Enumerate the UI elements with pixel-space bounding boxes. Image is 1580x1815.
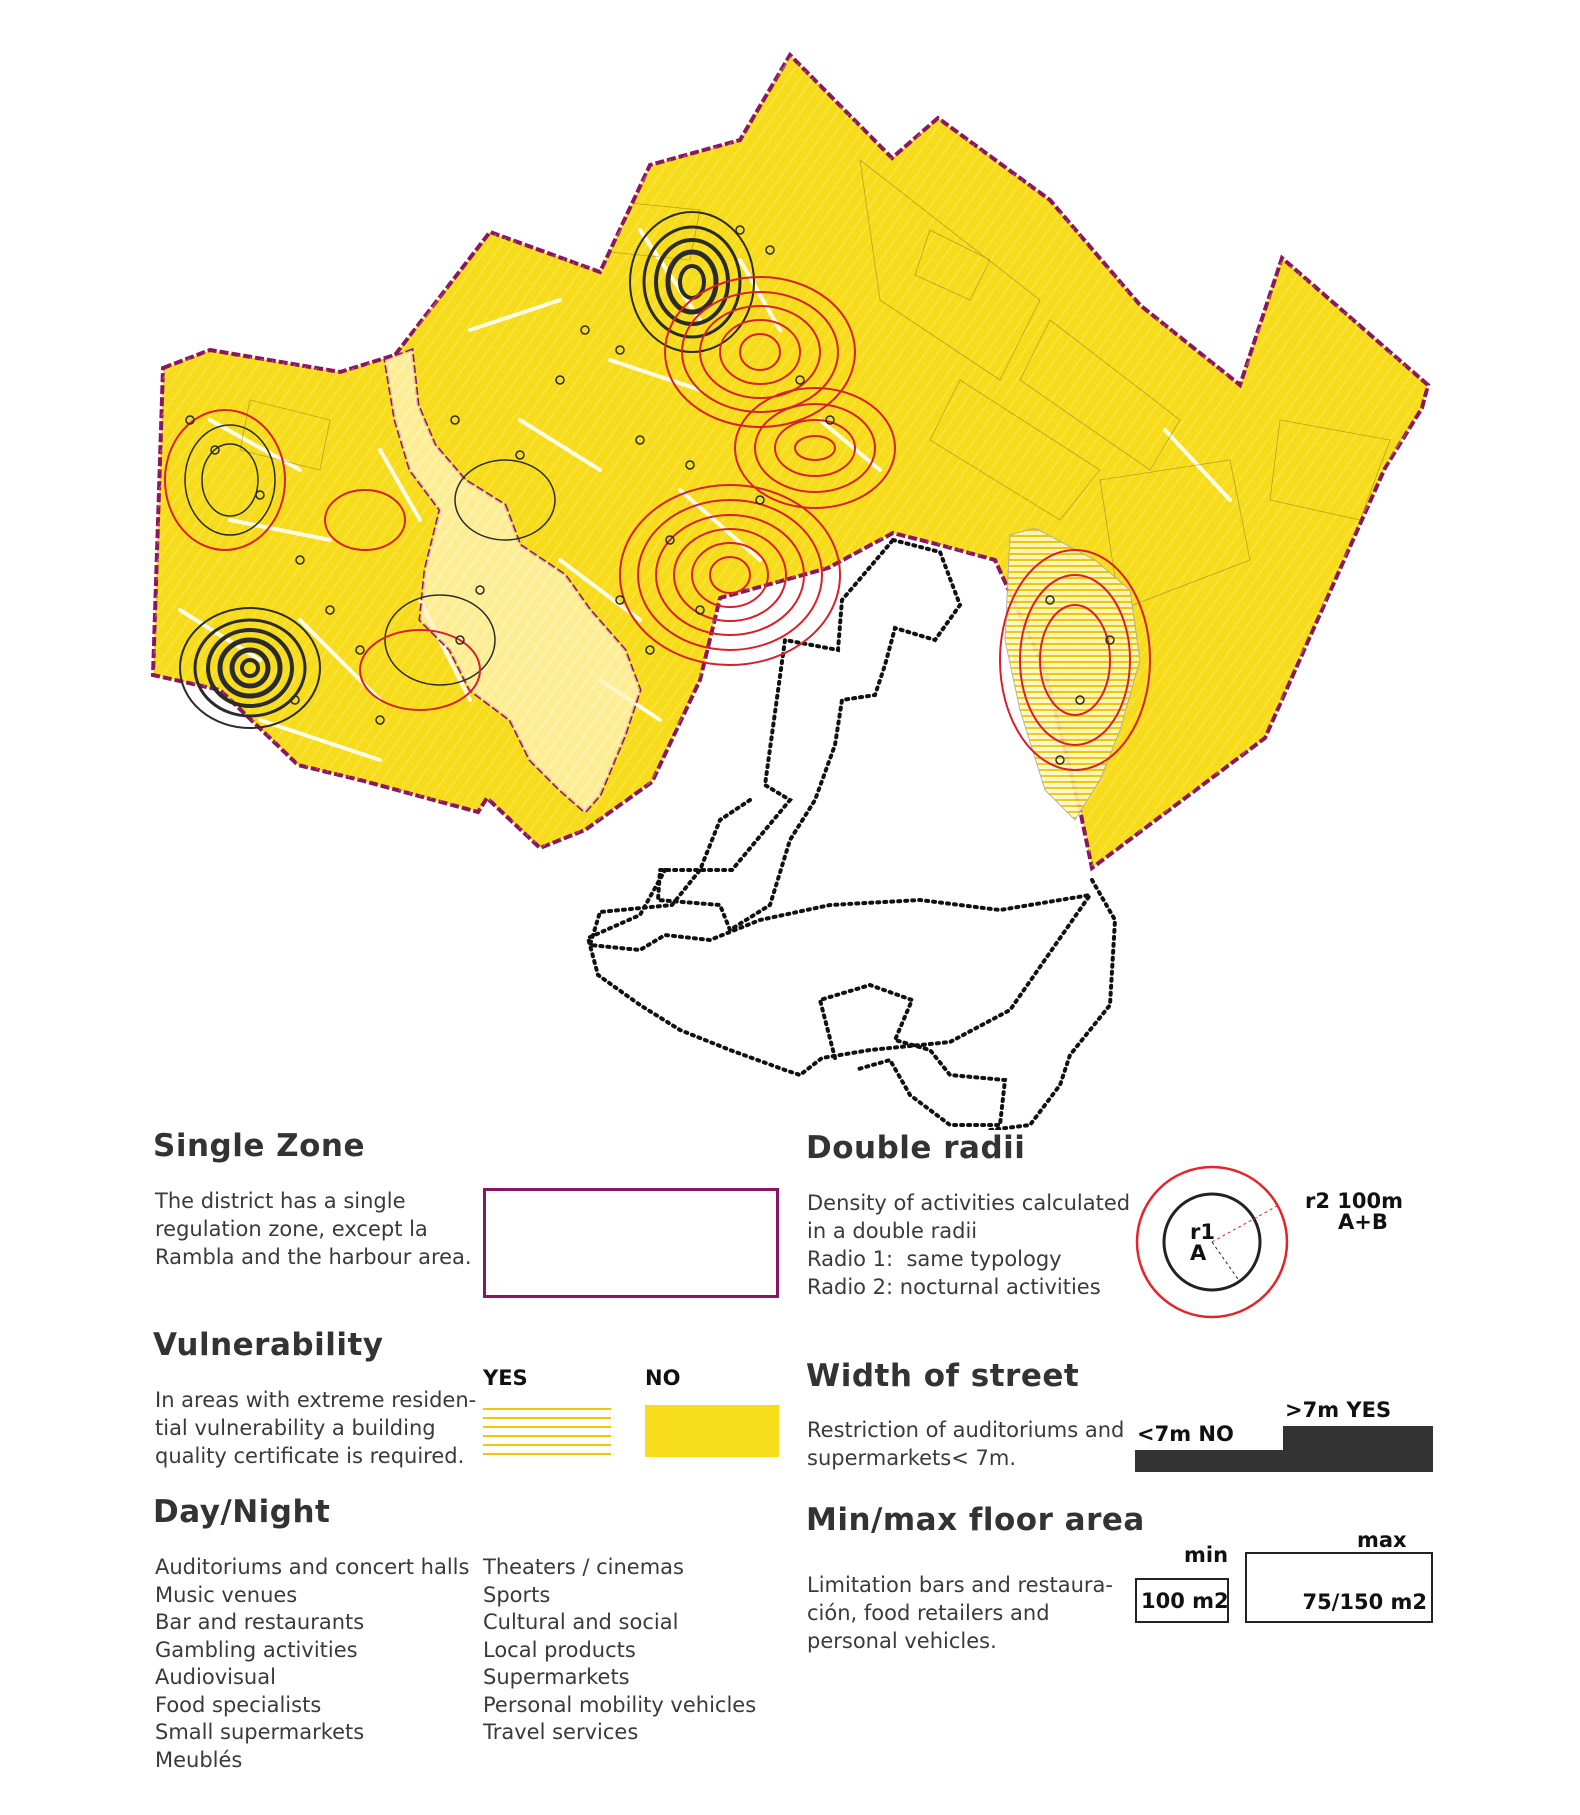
street-wide-bar bbox=[1283, 1426, 1433, 1472]
list-item: Bar and restaurants bbox=[155, 1610, 365, 1634]
single-zone-title: Single Zone bbox=[153, 1128, 366, 1164]
double-radii-text: Density of activities calculated in a double radii Radio 1: same typology Radio 2: nocturnal activities bbox=[807, 1191, 1131, 1299]
vulnerability-no-label: NO bbox=[645, 1366, 681, 1390]
street-width-text: Restriction of auditoriums and supermarkets< 7m. bbox=[807, 1418, 1125, 1470]
floor-min-box bbox=[1135, 1578, 1229, 1623]
list-item: Meublés bbox=[155, 1747, 243, 1772]
vulnerability-title: Vulnerability bbox=[153, 1327, 384, 1363]
r1-label-text: r1 bbox=[1190, 1220, 1215, 1244]
list-item: Theaters / cinemas bbox=[483, 1555, 684, 1579]
list-item: Local products bbox=[483, 1637, 636, 1662]
list-item: Food specialists bbox=[155, 1692, 322, 1717]
list-item: Auditoriums and concert halls bbox=[155, 1555, 470, 1579]
floor-area-text: Limitation bars and restaura- ción, food retailers and personal vehicles. bbox=[807, 1573, 1113, 1653]
street-narrow-bar bbox=[1135, 1450, 1285, 1472]
r2-sub-text: A+B bbox=[1338, 1210, 1388, 1234]
street-width-title: Width of street bbox=[806, 1358, 1080, 1394]
floor-min-label: min bbox=[1184, 1543, 1229, 1567]
day-night-title: Day/Night bbox=[153, 1494, 331, 1530]
list-item: Audiovisual bbox=[155, 1665, 276, 1689]
single-zone-swatch bbox=[483, 1188, 779, 1298]
day-night-list-1 bbox=[155, 1554, 469, 1774]
vulnerability-no-swatch bbox=[645, 1405, 779, 1457]
vulnerability-yes-swatch bbox=[483, 1405, 611, 1457]
floor-max-box bbox=[1245, 1552, 1433, 1623]
list-item: Gambling activities bbox=[155, 1637, 358, 1662]
list-item: Sports bbox=[483, 1582, 551, 1607]
single-zone-text: The district has a single regulation zone, except la Rambla and the harbour area. bbox=[155, 1189, 472, 1269]
list-item: Supermarkets bbox=[483, 1665, 630, 1689]
list-item: Cultural and social bbox=[483, 1610, 679, 1634]
list-item: Music venues bbox=[155, 1582, 298, 1607]
floor-max-label: max bbox=[1357, 1528, 1407, 1552]
r2-label bbox=[1305, 1191, 1403, 1233]
street-narrow-label: <7m NO bbox=[1137, 1422, 1234, 1446]
floor-max-value: 75/150 m2 bbox=[1302, 1590, 1427, 1614]
double-radii-title: Double radii bbox=[806, 1130, 1026, 1166]
day-night-list-2 bbox=[483, 1554, 756, 1747]
floor-area-title: Min/max floor area bbox=[806, 1502, 1145, 1538]
list-item: Personal mobility vehicles bbox=[483, 1692, 757, 1717]
vulnerability-yes-label: YES bbox=[483, 1366, 528, 1390]
r1-label bbox=[1190, 1222, 1215, 1264]
r2-label-text: r2 100m bbox=[1305, 1189, 1403, 1213]
street-wide-label: >7m YES bbox=[1285, 1398, 1392, 1422]
list-item: Small supermarkets bbox=[155, 1720, 365, 1744]
floor-min-value: 100 m2 bbox=[1141, 1589, 1229, 1613]
vulnerability-text: In areas with extreme residen- tial vulnerability a building quality certificate is required. bbox=[155, 1388, 477, 1468]
list-item: Travel services bbox=[483, 1720, 639, 1744]
r1-sub-text: A bbox=[1190, 1241, 1207, 1265]
